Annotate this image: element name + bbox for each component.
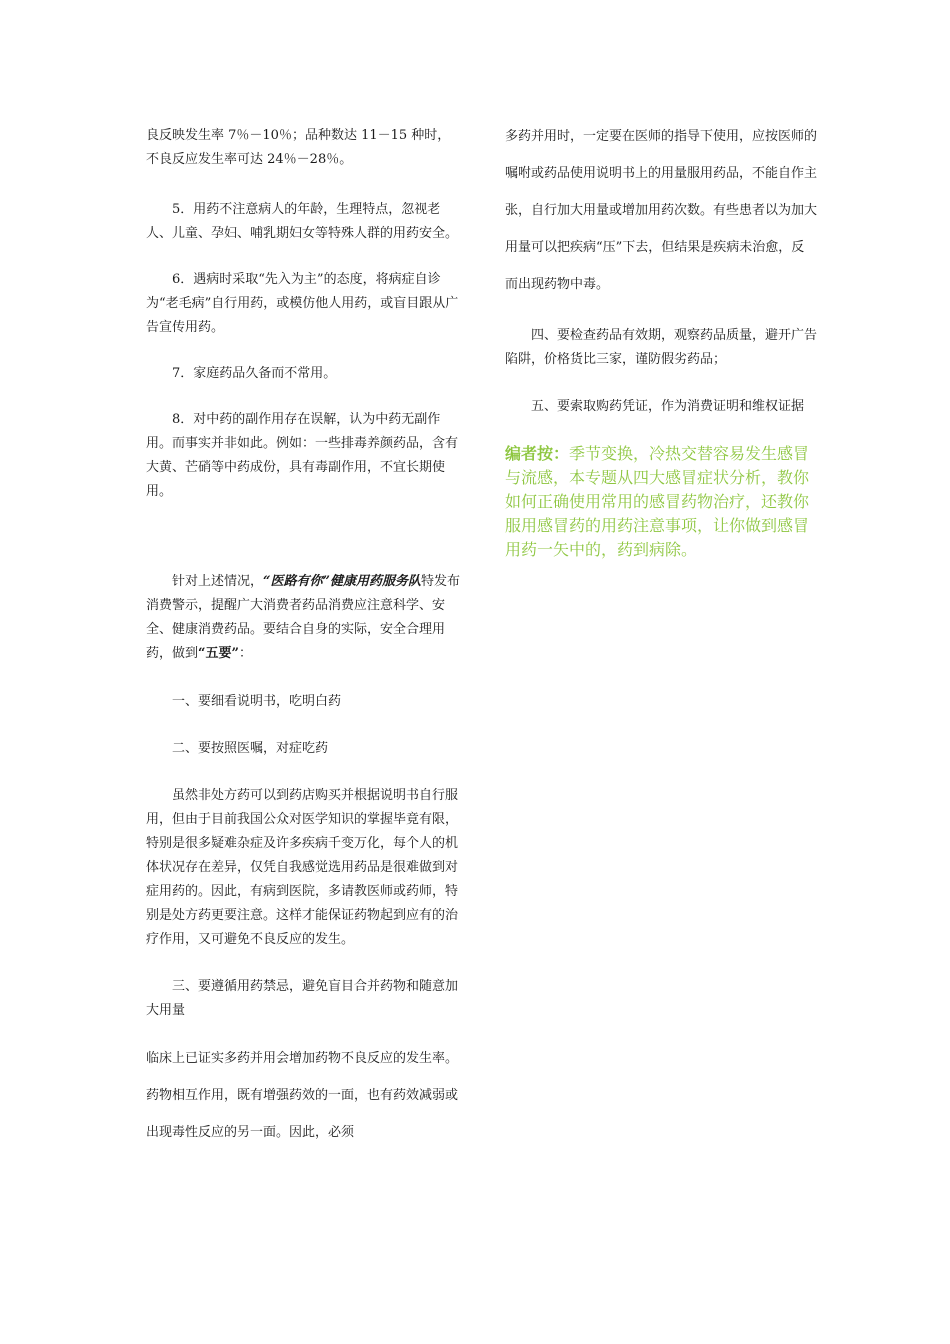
warning-lead: 针对上述情况， [172, 574, 264, 589]
clinical-paragraph: 临床上已证实多药并用会增加药物不良反应的发生率。药物相互作用，既有增强药效的一面，也有药效减弱或出现毒性反应的另一面。因此，必须 [146, 1051, 459, 1140]
warning-body: 特发布消费警示，提醒广大消费者药品消费应注意科学、安全、健康消费药品。要结合自身的实际，安全合理用药，做到 [146, 574, 460, 661]
item-5: 五、要索取购药凭证，作为消费证明和维权证据 [531, 399, 805, 414]
item-3: 三、要遵循用药禁忌，避免盲目合并药物和随意加大用量 [146, 979, 459, 1018]
warning-paragraph [146, 570, 461, 666]
right-column [505, 124, 817, 562]
editor-note-text: 季节变换，冷热交替容易发生感冒与流感，本专题从四大感冒症状分析，教你如何正确使用常用的感冒药物治疗，还教你服用感冒药的用药注意事项，让你做到感冒用药一矢中的，药到病除。 [505, 444, 810, 559]
service-team-name: “医路有你”健康用药服务队 [263, 574, 421, 589]
intro-paragraph: 良反映发生率 7％－10％；品种数达 11－15 种时，不良反应发生率可达 24％－28％。 [146, 128, 451, 167]
point-6: 6．遇病时采取“先入为主”的态度，将病症自诊为“老毛病”自行用药，或模仿他人用药，或盲目跟从广告宣传用药。 [146, 272, 459, 335]
item-2: 二、要按照医嘱，对症吃药 [172, 741, 329, 756]
item-1: 一、要细看说明书，吃明白药 [172, 694, 342, 709]
item-4: 四、要检查药品有效期，观察药品质量，避开广告陷阱，价格货比三家，谨防假劣药品； [505, 328, 818, 367]
point-7: 7．家庭药品久备而不常用。 [172, 366, 337, 381]
otc-paragraph: 虽然非处方药可以到药店购买并根据说明书自行服用，但由于目前我国公众对医学知识的掌握毕竟有限，特别是很多疑难杂症及许多疾病千变万化，每个人的机体状况存在差异，仅凭自我感觉选用药品是很难做到对症用药的。因此，有病到医院，多请教医师或药师，特别是处方药更要注意。这样才能保证药物起到应有的治疗作用，又可避免不良反应的发生。 [146, 788, 459, 947]
left-column [146, 124, 461, 1151]
five-musts: “五要” [198, 646, 239, 661]
point-5: 5．用药不注意病人的年龄，生理特点，忽视老人、儿童、孕妇、哺乳期妇女等特殊人群的用药安全。 [146, 202, 459, 241]
continuation-paragraph: 多药并用时，一定要在医师的指导下使用，应按医师的嘱咐或药品使用说明书上的用量服用药品，不能自作主张，自行加大用量或增加用药次数。有些患者以为加大用量可以把疾病“压”下去，但结果是疾病未治愈，反而出现药物中毒。 [505, 129, 818, 292]
point-8: 8．对中药的副作用存在误解，认为中药无副作用。而事实并非如此。例如：一些排毒养颜药品，含有大黄、芒硝等中药成份，具有毒副作用，不宜长期使用。 [146, 412, 459, 499]
editor-note [505, 442, 817, 562]
editor-note-label: 编者按： [505, 444, 570, 463]
warning-colon: ： [238, 646, 252, 661]
